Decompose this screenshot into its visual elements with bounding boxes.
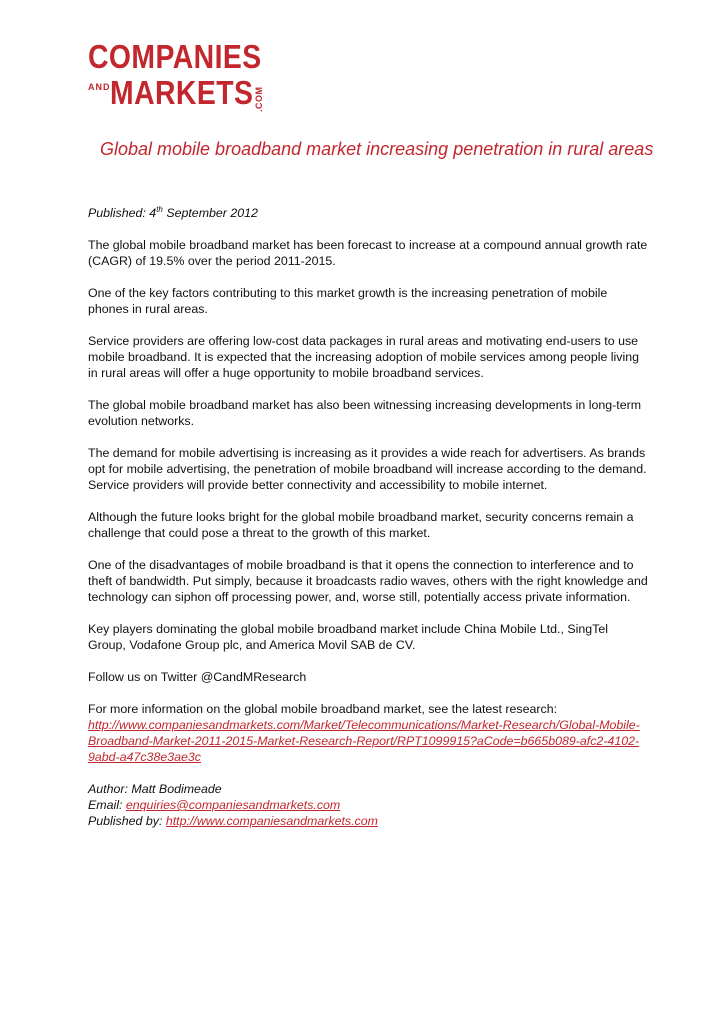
companies-and-markets-logo xyxy=(88,40,278,112)
published-suffix: September 2012 xyxy=(162,206,258,220)
article-title: Global mobile broadband market increasing penetration in rural areas xyxy=(100,139,654,159)
paragraph-key-factors: One of the key factors contributing to this market growth is the increasing penetration of mobile phones in rural areas. xyxy=(88,286,608,316)
author-block xyxy=(88,781,648,829)
paragraph-advertising: The demand for mobile advertising is increasing as it provides a wide reach for advertisers. As brands opt for mobile advertising, the penetration of mobile broadband will increase according to the demand. Service providers will provide better connectivity and accessibility to mobile internet. xyxy=(88,446,647,492)
paragraph-service-providers: Service providers are offering low-cost data packages in rural areas and motivating end-users to use mobile broadband. It is expected that the increasing adoption of mobile services among people living in rural areas will offer a huge opportunity to mobile broadband services. xyxy=(88,334,640,380)
logo-com-text: .COM xyxy=(254,86,264,112)
paragraph-twitter: Follow us on Twitter @CandMResearch xyxy=(88,670,307,684)
logo-com-wrap xyxy=(254,80,268,112)
paragraph-lte: The global mobile broadband market has also been witnessing increasing developments in long-term evolution networks. xyxy=(88,398,642,428)
paragraph-more-info xyxy=(88,701,648,765)
paragraph-key-players: Key players dominating the global mobile broadband market include China Mobile Ltd., SingTel Group, Vodafone Group plc, and America Movil SAB de CV. xyxy=(88,622,609,652)
logo-companies-text: COMPANIES xyxy=(88,38,262,75)
paragraph-security: Although the future looks bright for the global mobile broadband market, security concerns remain a challenge that could pose a threat to the growth of this market. xyxy=(88,510,634,540)
published-sup: th xyxy=(156,204,163,214)
more-info-text: For more information on the global mobile broadband market, see the latest research: xyxy=(88,702,558,716)
paragraph-disadvantages: One of the disadvantages of mobile broadband is that it opens the connection to interference and to theft of bandwidth. Put simply, because it broadcasts radio waves, others with the right knowledge and technology can siphon off processing power, and, worse still, potentially access private information. xyxy=(88,558,648,604)
logo-and-text: AND xyxy=(88,82,111,92)
published-by-label: Published by: xyxy=(88,814,166,828)
research-report-link[interactable]: http://www.companiesandmarkets.com/Market/Telecommunications/Market-Research/Global-Mobile-Broadband-Market-2011-2015-Market-Research-Report/RPT1099915?aCode=b665b089-afc2-4102-9abd-a47c38e3ae3c xyxy=(88,718,640,764)
article-body xyxy=(88,205,648,829)
email-label: Email: xyxy=(88,798,126,812)
published-date xyxy=(88,205,648,221)
paragraph-growth-forecast: The global mobile broadband market has been forecast to increase at a compound annual growth rate (CAGR) of 19.5% over the period 2011-2015. xyxy=(88,238,648,268)
email-link[interactable]: enquiries@companiesandmarkets.com xyxy=(125,798,341,812)
author-name: Author: Matt Bodimeade xyxy=(88,782,222,796)
published-prefix: Published: 4 xyxy=(88,206,157,220)
author-email-line xyxy=(88,797,648,813)
logo-markets-text: MARKETS xyxy=(110,74,254,111)
published-by-line xyxy=(88,813,648,829)
publisher-link[interactable]: http://www.companiesandmarkets.com xyxy=(165,814,378,828)
